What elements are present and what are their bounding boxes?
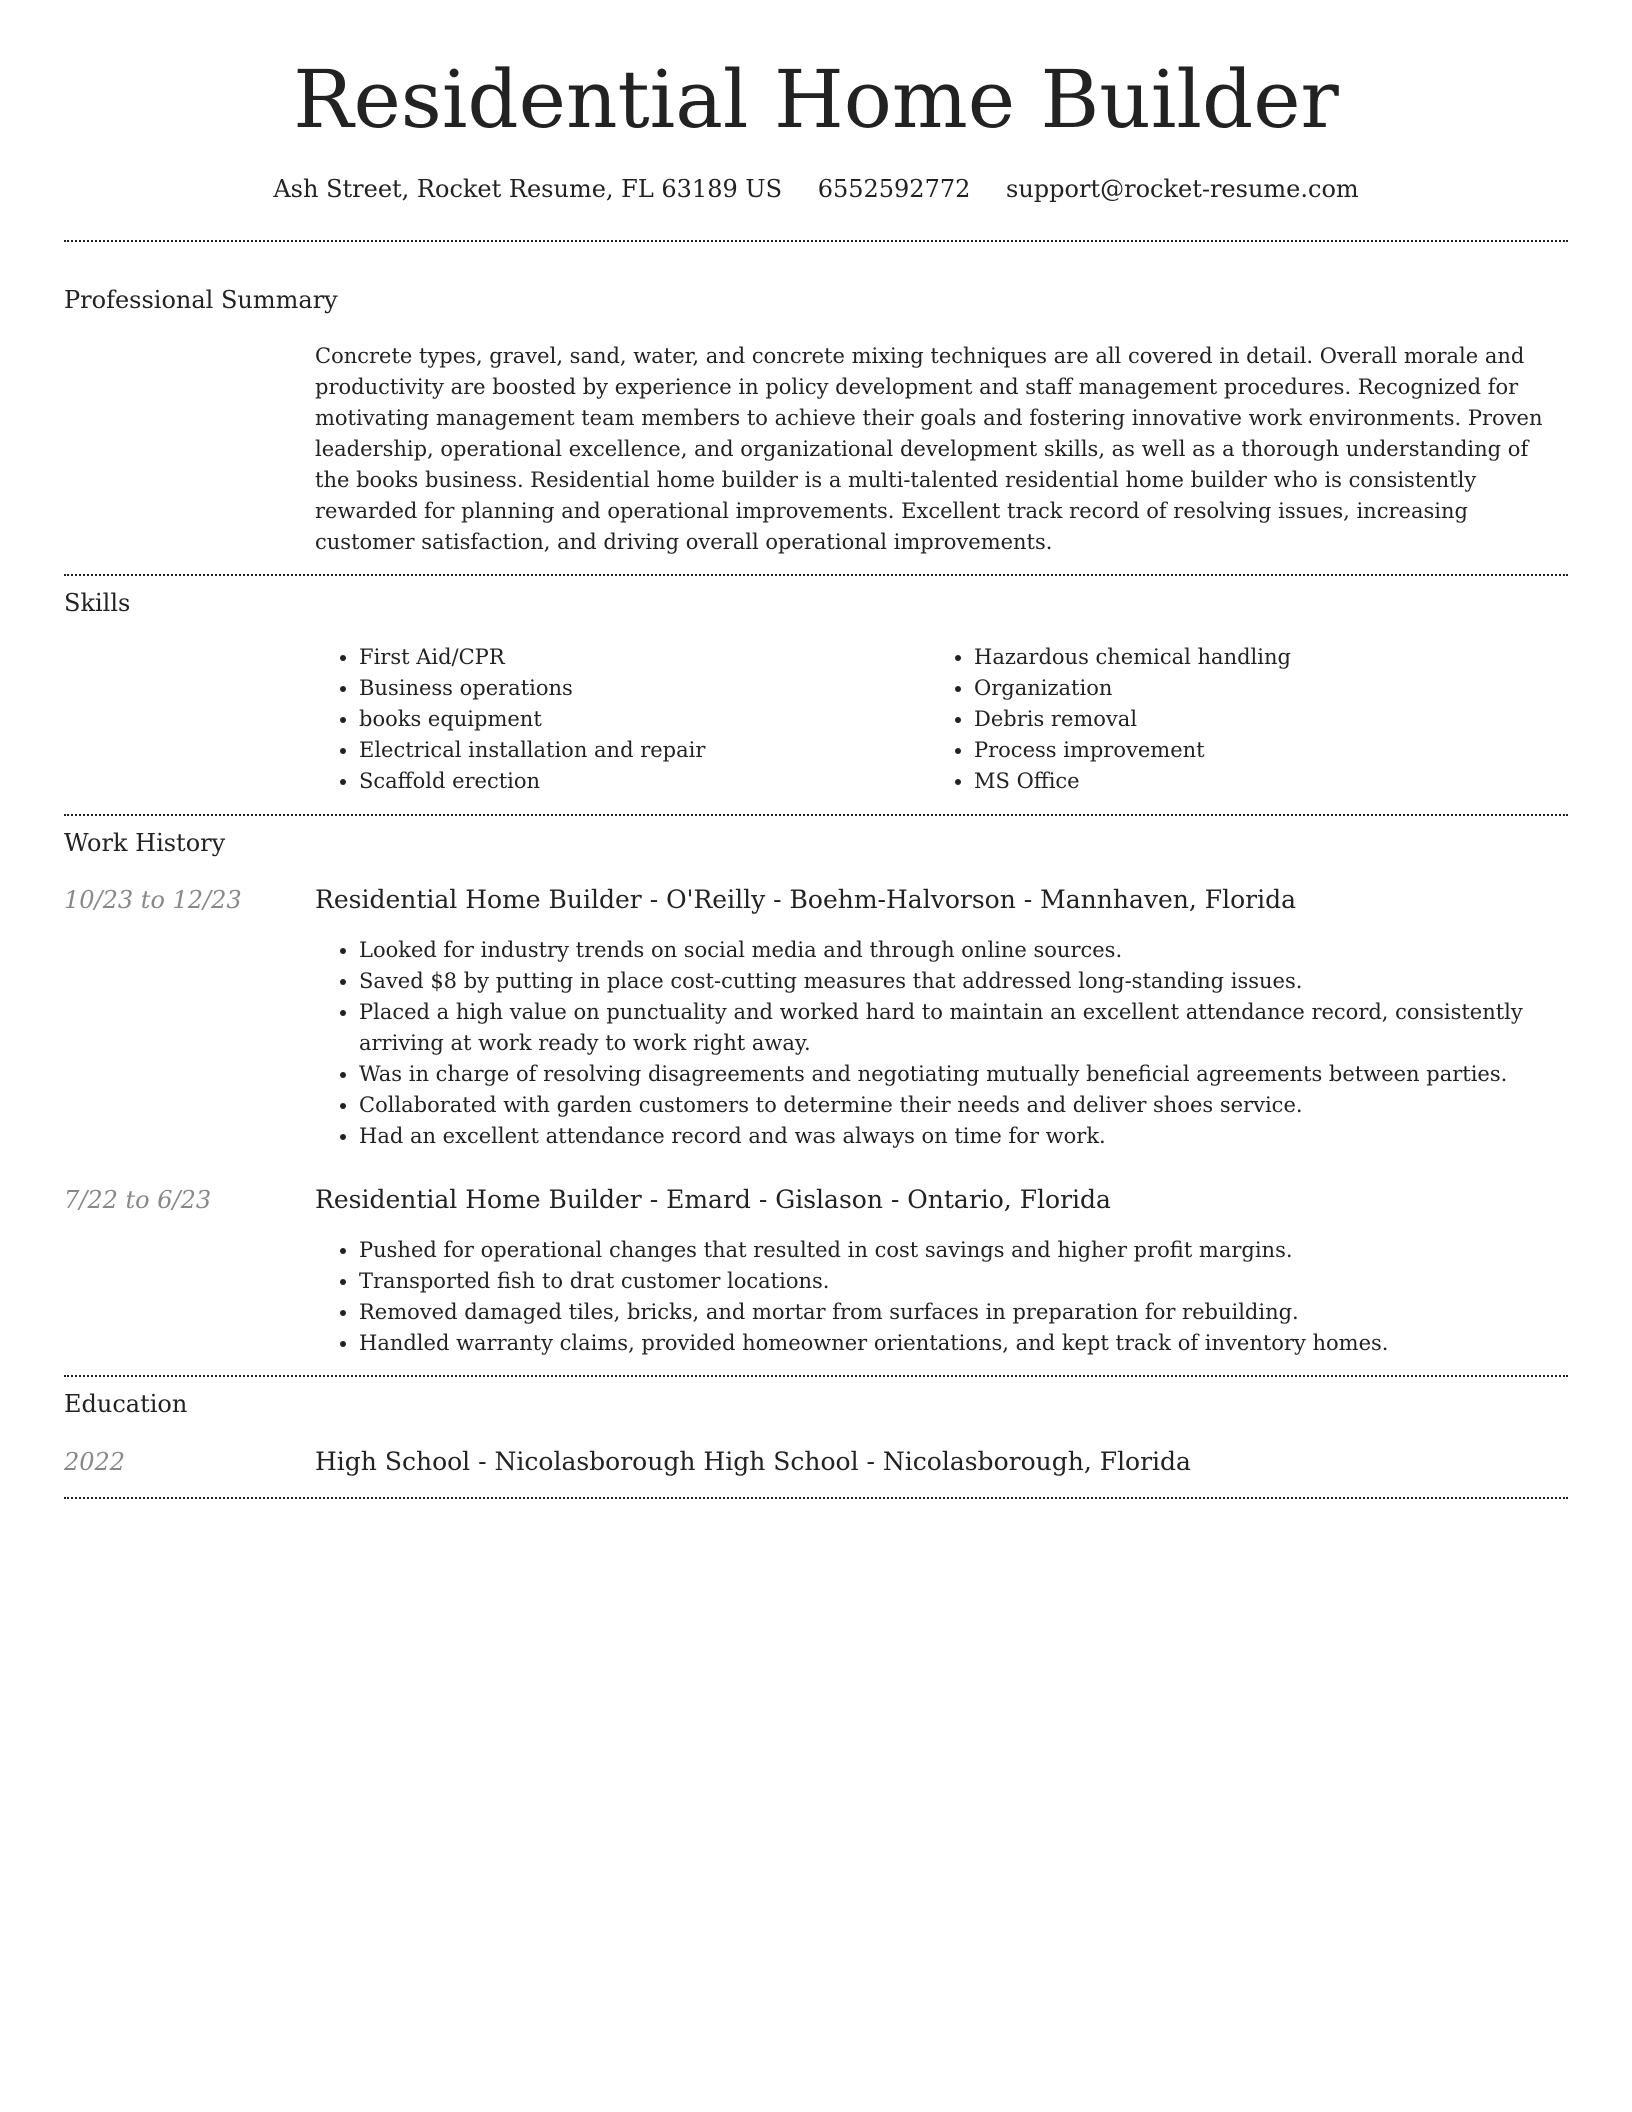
duty-item: • Placed a high value on punctuality and worked hard to maintain an excellent attendance record, consistently arriving at work ready to work right away.	[359, 997, 1568, 1059]
duties-list	[315, 935, 1568, 1152]
duty-item: • Transported fish to drat customer locations.	[359, 1266, 1568, 1297]
divider	[64, 574, 1568, 576]
section-title-work: Work History	[64, 829, 226, 857]
skill-item: • Process improvement	[974, 735, 1530, 766]
education-degree: High School	[315, 1447, 471, 1476]
job-duties	[315, 935, 1568, 1152]
skill-item: • Debris removal	[974, 704, 1530, 735]
summary-text: Concrete types, gravel, sand, water, and concrete mixing techniques are all covered in detail. Overall morale and productivity are boosted by experience in policy development and staff management procedures. Recognized for motivating management team members to achieve their goals and fostering innovative work environments. Proven leadership, operational excellence, and organizational development skills, as well as a thorough understanding of the books business. Residential home builder is a multi-talented residential home builder who is consistently rewarded for planning and operational improvements. Excellent track record of resolving issues, increasing customer satisfaction, and driving overall operational improvements.	[315, 344, 1543, 554]
duty-item: • Saved $8 by putting in place cost-cutting measures that addressed long-standing issues.	[359, 966, 1568, 997]
duty-item: • Pushed for operational changes that resulted in cost savings and higher profit margins.	[359, 1235, 1568, 1266]
duty-item: • Collaborated with garden customers to determine their needs and deliver shoes service.	[359, 1090, 1568, 1121]
contact-email: support@rocket-resume.com	[1006, 175, 1359, 203]
skill-item: • First Aid/CPR	[359, 642, 915, 673]
contact-phone: 6552592772	[817, 175, 971, 203]
duty-item: • Removed damaged tiles, bricks, and mortar from surfaces in preparation for rebuilding.	[359, 1297, 1568, 1328]
duty-item: • Looked for industry trends on social media and through online sources.	[359, 935, 1568, 966]
section-title-education: Education	[64, 1390, 188, 1418]
job-role: Residential Home Builder	[315, 1185, 642, 1214]
section-title-skills: Skills	[64, 589, 131, 617]
duty-item: • Was in charge of resolving disagreements and negotiating mutually beneficial agreements between parties.	[359, 1059, 1568, 1090]
job-heading	[315, 882, 1296, 918]
skill-item: • Business operations	[359, 673, 915, 704]
contact-address: Ash Street, Rocket Resume, FL 63189 US	[273, 175, 783, 203]
skills-left-column	[315, 642, 915, 797]
candidate-name: Residential Home Builder	[293, 53, 1339, 146]
skill-item: • Organization	[974, 673, 1530, 704]
section-title-summary: Professional Summary	[64, 286, 338, 314]
skill-item: • Electrical installation and repair	[359, 735, 915, 766]
job-role: Residential Home Builder	[315, 885, 642, 914]
job-heading	[315, 1182, 1111, 1218]
job-duties	[315, 1235, 1568, 1359]
skill-item: • MS Office	[974, 766, 1530, 797]
duties-list	[315, 1235, 1568, 1359]
skills-list-right	[930, 642, 1530, 797]
divider	[64, 240, 1568, 242]
job-dates: 7/22 to 6/23	[64, 1186, 212, 1214]
skill-item: • Scaffold erection	[359, 766, 915, 797]
education-heading	[315, 1444, 1191, 1480]
duty-item: • Had an excellent attendance record and was always on time for work.	[359, 1121, 1568, 1152]
job-employer-location: - Emard - Gislason - Ontario, Florida	[641, 1185, 1111, 1214]
divider	[64, 814, 1568, 816]
divider	[64, 1497, 1568, 1499]
job-dates: 10/23 to 12/23	[64, 886, 242, 914]
skill-item: • Hazardous chemical handling	[974, 642, 1530, 673]
skills-list-left	[315, 642, 915, 797]
job-employer-location: - O'Reilly - Boehm-Halvorson - Mannhaven, Florida	[641, 885, 1297, 914]
education-year: 2022	[64, 1448, 126, 1476]
education-school-location: - Nicolasborough High School - Nicolasborough, Florida	[470, 1447, 1191, 1476]
skills-right-column	[930, 642, 1530, 797]
skill-item: • books equipment	[359, 704, 915, 735]
divider	[64, 1375, 1568, 1377]
duty-item: • Handled warranty claims, provided homeowner orientations, and kept track of inventory homes.	[359, 1328, 1568, 1359]
contact-line	[0, 171, 1632, 207]
